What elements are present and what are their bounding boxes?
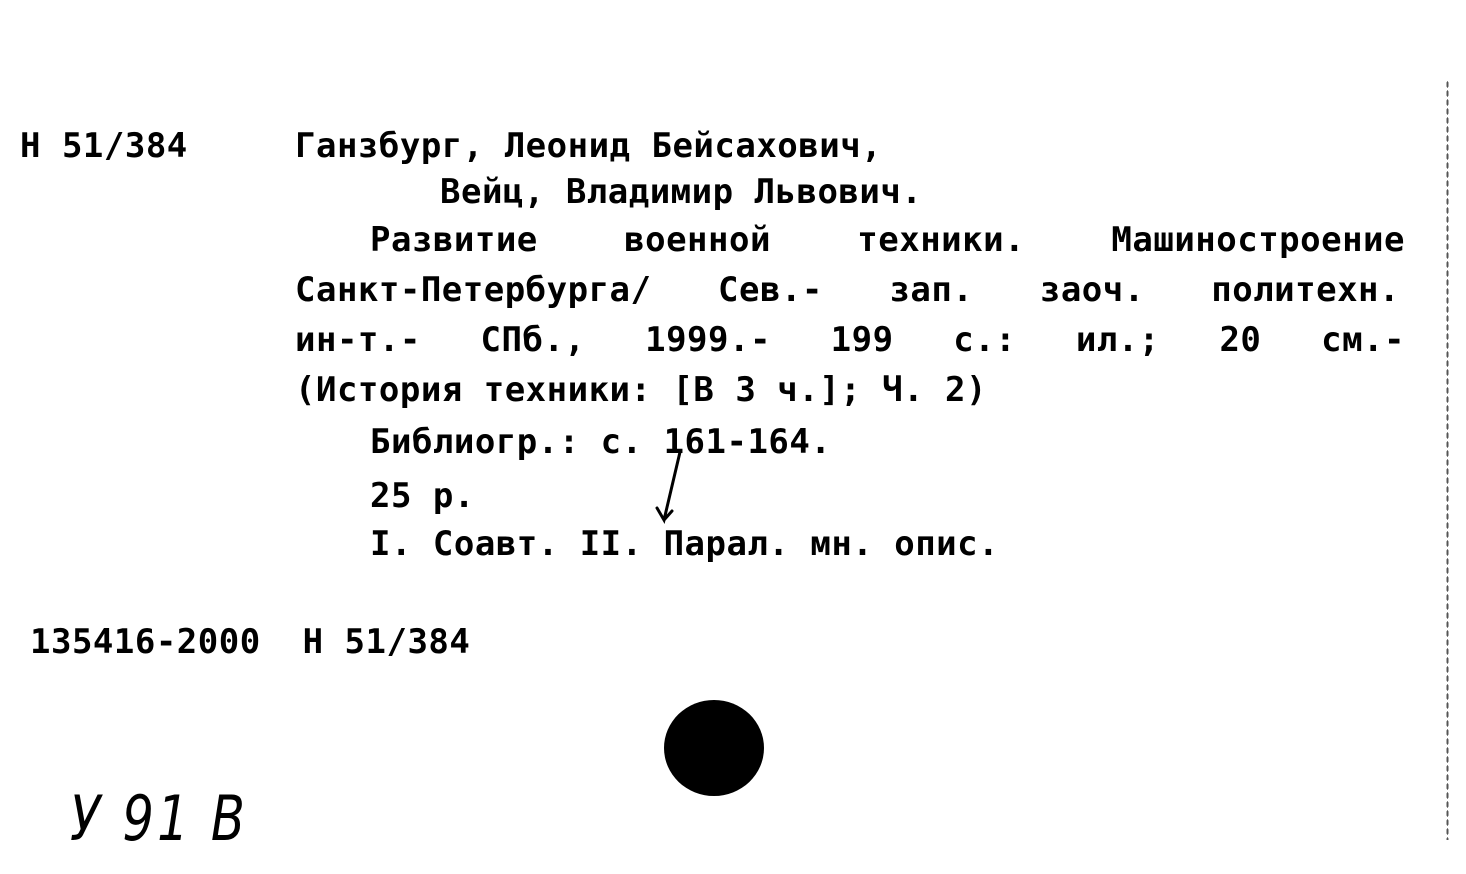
punch-hole — [664, 700, 764, 796]
shelf-mark: Н 51/384 — [20, 126, 188, 166]
author-heading: Ганзбург, Леонид Бейсахович, — [295, 126, 883, 166]
price: 25 р. — [370, 476, 475, 516]
imprint-line: ин-т.- СПб., 1999.- 199 с.: ил.; 20 см.- — [295, 320, 1405, 360]
title-line-2: Санкт-Петербурга/ Сев.- зап. заоч. политехн. — [295, 270, 1400, 310]
perforated-edge — [1446, 80, 1449, 840]
coauthor-heading: Вейц, Владимир Львович. — [440, 172, 923, 212]
tracings: I. Соавт. II. Парал. мн. опис. — [370, 524, 1000, 564]
title-line-1: Развитие военной техники. Машиностроение — [370, 220, 1405, 260]
bibliography-note: Библиогр.: с. 161-164. — [370, 422, 832, 462]
series-line: (История техники: [В 3 ч.]; Ч. 2) — [295, 370, 988, 410]
handwritten-mark: У 91 В — [70, 782, 249, 855]
accession-number: 135416-2000 Н 51/384 — [30, 622, 471, 662]
